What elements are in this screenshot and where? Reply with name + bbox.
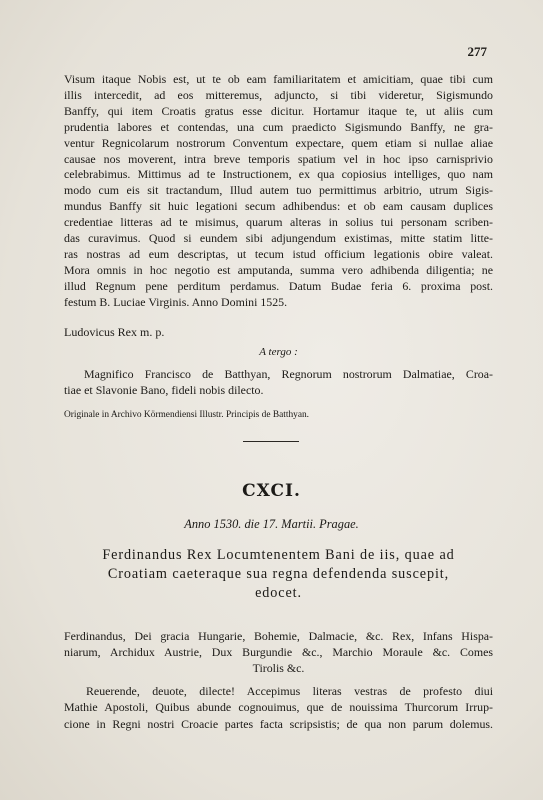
letter-line: Mora omnis in hoc negotio est amputanda, summa vero adhibenda diligentia; ne (64, 262, 493, 277)
source-note: Originale in Archivo Körmendiensi Illustr. Principis de Batthyan. (64, 410, 310, 420)
opening-line: Mathie Apostoli, Quibus abunde cognouimus, que de nouissima Thurcorum Irrup- (64, 700, 493, 715)
letter-line: illis intercedit, ad eos mitteremus, adjuncto, si tibi videretur, Sigismundo (64, 87, 493, 102)
letter-line: Visum itaque Nobis est, ut te ob eam familiaritatem et amicitiam, quae tibi cum (64, 72, 493, 86)
document-date: Anno 1530. die 17. Martii. Pragae. (184, 517, 359, 531)
summary-line: edocet. (255, 585, 302, 601)
letter-line: das curavimus. Quod si eundem sibi adjungendum existimas, mitte statim litte- (64, 231, 493, 246)
address-line: tiae et Slavonie Bano, fideli nobis dilecto. (64, 382, 264, 397)
letter-line: illud Regnum pene perditum perdamus. Datum Budae feria 6. proxima post. (64, 278, 493, 293)
letter-line: Banffy, qui item Croatis gratus esse dicitur. Hortamur itaque te, ut aliis cum (64, 103, 493, 118)
intitulatio (64, 628, 493, 677)
letter-opening (64, 683, 493, 732)
letter-line: credentiae litteras ad te misimus, quarum alteras in solius tui personam scriben- (64, 215, 493, 230)
address-line: Magnifico Francisco de Batthyan, Regnorum nostrorum Dalmatiae, Croa- (84, 366, 493, 381)
document-summary (64, 546, 493, 603)
letter-line: prudentia labores et contendas, una cum praedicto Sigismundo Banffy, ne gra- (64, 119, 493, 134)
intitulatio-line: niarum, Archidux Austrie, Dux Burgundie &c., Marchio Moraule &c. Comes (64, 645, 493, 660)
intitulatio-line: Ferdinandus, Dei gracia Hungarie, Bohemie, Dalmacie, &c. Rex, Infans Hispa- (64, 629, 493, 643)
letter-line: ventur Regnicolarum nostrorum Conventum expectare, quem etiam si nullae aliae (64, 135, 493, 150)
opening-line: cione in Regni nostri Croacie partes facta scripsistis; de qua non parum dolemus. (64, 716, 493, 731)
letter-line: causae nos moverent, intra breve temporis spatium vel in hoc ipso carnisprivio (64, 151, 493, 166)
page-number: 277 (467, 44, 487, 59)
section-divider (243, 441, 299, 442)
opening-line: Reuerende, deuote, dilecte! Accepimus literas vestras de profesto diui (86, 684, 493, 698)
letter-line: modo cum eis sit tractandum, Illud autem tuo permittimus arbitrio, utrum Sigis- (64, 183, 493, 198)
letter-section (64, 72, 493, 421)
summary-line: Ferdinandus Rex Locumtenentem Bani de iis, quae ad (102, 547, 455, 563)
letter-line: ras nostras ad eum descriptas, ut tecum istud officium legationis obire valeat. (64, 246, 493, 261)
address (64, 366, 493, 398)
summary-line: Croatiam caeteraque sua regna defendenda suscepit, (107, 566, 450, 582)
tergo-label: A tergo : (259, 345, 298, 358)
letter-line: mundus Banffy sit huic legationi secum adhibendus: et ob eam causam duplices (64, 199, 493, 214)
document-number: CXCI. (242, 481, 301, 501)
letter-line: festum B. Luciae Virginis. Anno Domini 1525. (64, 294, 288, 309)
letter-line: celebrabimus. Mittimus ad te Instructionem, ex qua copiosius intelliges, quo nam (64, 167, 493, 182)
intitulatio-line: Tirolis &c. (252, 661, 305, 676)
signature: Ludovicus Rex m. p. (64, 324, 165, 339)
letter-body (64, 72, 493, 311)
